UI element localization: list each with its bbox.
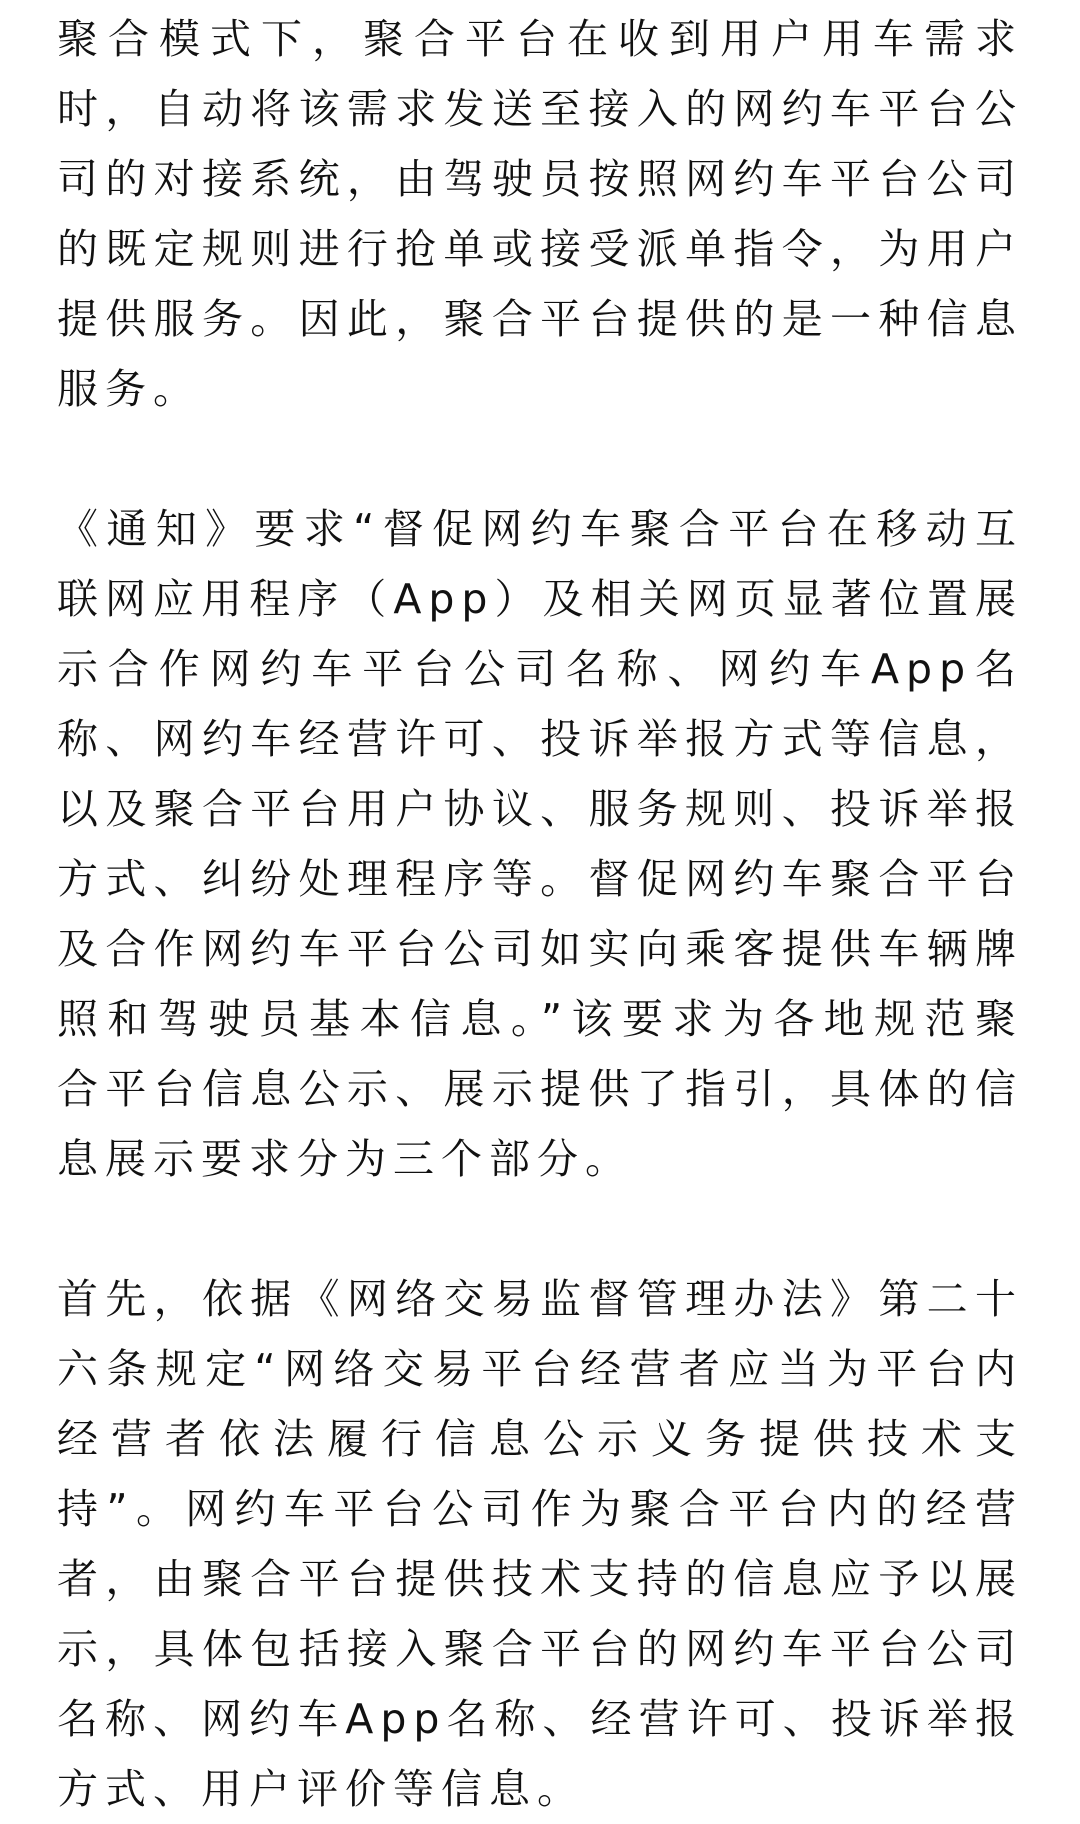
article-body <box>57 4 1023 1824</box>
paragraph-notice-requirements: 《通知》要求“督促网约车聚合平台在移动互联网应用程序（App）及相关网页显著位置展示合作网约车平台公司名称、网约车App名称、网约车经营许可、投诉举报方式等信息，以及聚合平台用户协议、服务规则、投诉举报方式、纠纷处理程序等。督促网约车聚合平台及合作网约车平台公司如实向乘客提供车辆牌照和驾驶员基本信息。”该要求为各地规范聚合平台信息公示、展示提供了指引，具体的信息展示要求分为三个部分。 <box>57 505 1023 1183</box>
paragraph-aggregation-mode: 聚合模式下，聚合平台在收到用户用车需求时，自动将该需求发送至接入的网约车平台公司的对接系统，由驾驶员按照网约车平台公司的既定规则进行抢单或接受派单指令，为用户提供服务。因此，聚合平台提供的是一种信息服务。 <box>57 15 1023 413</box>
paragraph-first-point: 首先，依据《网络交易监督管理办法》第二十六条规定“网络交易平台经营者应当为平台内经营者依法履行信息公示义务提供技术支持”。网约车平台公司作为聚合平台内的经营者，由聚合平台提供技术支持的信息应予以展示，具体包括接入聚合平台的网约车平台公司名称、网约车App名称、经营许可、投诉举报方式、用户评价等信息。 <box>57 1275 1023 1813</box>
